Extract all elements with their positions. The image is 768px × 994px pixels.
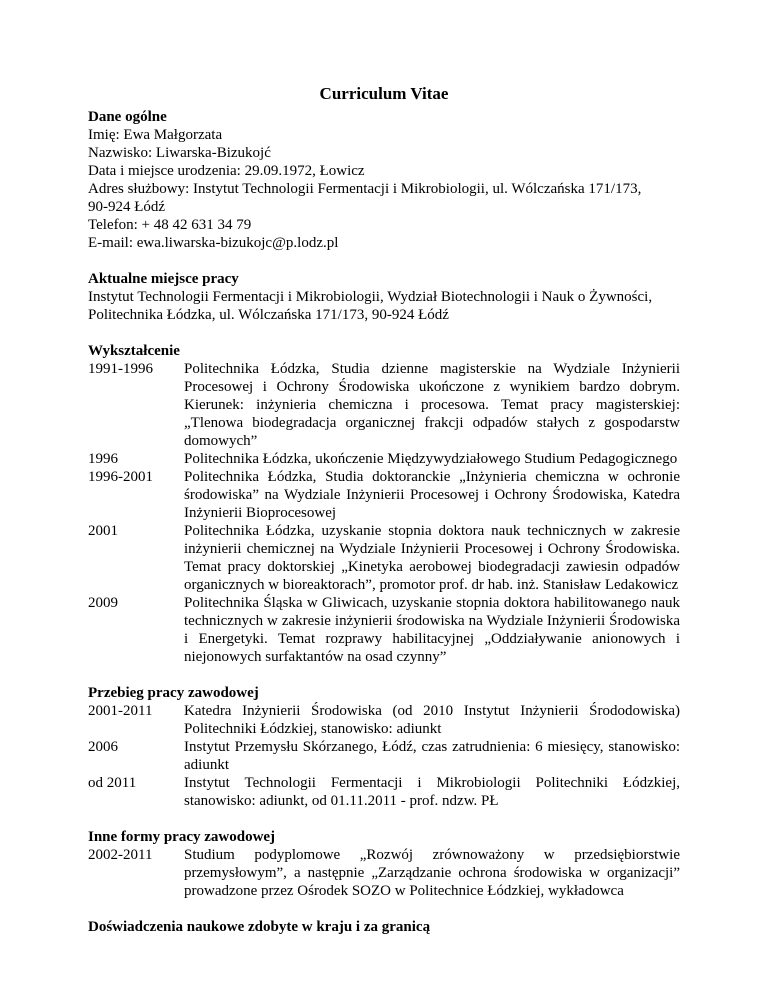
entry-text: Instytut Technologii Fermentacji i Mikrobiologii Politechniki Łódzkiej, stanowisko: adiunkt, od 01.11.2011 - prof. ndzw. PŁ — [184, 775, 680, 809]
address-city-line: 90-924 Łódź — [88, 199, 166, 215]
general-heading: Dane ogólne — [88, 109, 167, 125]
entry-year: 2001-2011 — [88, 703, 153, 719]
entry-text: Politechnika Śląska w Gliwicach, uzyskanie stopnia doktora habilitowanego nauk technicznych w zakresie inżynierii środowiska na Wydziale Inżynierii Środowiska i Energetyki. Temat rozprawy habilitacyjnej „Oddziaływanie anionowych i niejonowych surfaktantów na osad czynny” — [184, 595, 680, 665]
last-name-line: Nazwisko: Liwarska-Bizukojć — [88, 145, 271, 161]
address-line: Adres służbowy: Instytut Technologii Fermentacji i Mikrobiologii, ul. Wólczańska 171/173, — [88, 181, 642, 197]
page-title: Curriculum Vitae — [319, 84, 449, 103]
workplace-heading: Aktualne miejsce pracy — [88, 271, 239, 287]
education-entry — [88, 450, 680, 468]
workplace-line: Politechnika Łódzka, ul. Wólczańska 171/173, 90-924 Łódź — [88, 307, 449, 323]
phone-line: Telefon: + 48 42 631 34 79 — [88, 217, 252, 233]
entry-text: Studium podyplomowe „Rozwój zrównoważony w przedsiębiorstwie przemysłowym”, a następnie „Zarządzanie ochrona środowiska w organizacji” prowadzone przez Ośrodek SOZO w Politechnice Łódzkiej, wykładowca — [184, 847, 680, 899]
career-heading: Przebieg pracy zawodowej — [88, 685, 259, 701]
career-section — [88, 684, 680, 810]
entry-text: Politechnika Łódzka, Studia dzienne magisterskie na Wydziale Inżynierii Procesowej i Ochrony Środowiska ukończone z wynikiem bardzo dobrym. Kierunek: inżynieria chemiczna i procesowa. Temat pracy magisterskiej: „Tlenowa biodegradacja organicznej frakcji odpadów stałych z gospodarstw domowych” — [184, 361, 680, 449]
education-section — [88, 342, 680, 666]
experience-section — [88, 918, 680, 936]
entry-year: 2006 — [88, 739, 118, 755]
entry-year: 1996 — [88, 451, 118, 467]
career-entry — [88, 774, 680, 810]
entry-text: Politechnika Łódzka, Studia doktoranckie „Inżynieria chemiczna w ochronie środowiska” na Wydziale Inżynierii Procesowej i Ochrony Środowiska, Katedra Inżynierii Bioprocesowej — [184, 469, 680, 521]
birth-line: Data i miejsce urodzenia: 29.09.1972, Łowicz — [88, 163, 365, 179]
entry-year: 2002-2011 — [88, 847, 153, 863]
workplace-line: Instytut Technologii Fermentacji i Mikrobiologii, Wydział Biotechnologii i Nauk o Żywności, — [88, 289, 653, 305]
workplace-section — [88, 270, 680, 324]
other-work-entry — [88, 846, 680, 900]
education-entry — [88, 360, 680, 450]
experience-heading: Doświadczenia naukowe zdobyte w kraju i za granicą — [88, 919, 431, 935]
education-heading: Wykształcenie — [88, 343, 180, 359]
entry-year: od 2011 — [88, 775, 137, 791]
entry-year: 1996-2001 — [88, 469, 153, 485]
education-entry — [88, 468, 680, 522]
entry-year: 2001 — [88, 523, 118, 539]
education-entry — [88, 522, 680, 594]
entry-text: Instytut Przemysłu Skórzanego, Łódź, czas zatrudnienia: 6 miesięcy, stanowisko: adiunkt — [184, 739, 680, 773]
email-line: E-mail: ewa.liwarska-bizukojc@p.lodz.pl — [88, 235, 339, 251]
cv-page — [88, 84, 680, 954]
entry-text: Katedra Inżynierii Środowiska (od 2010 Instytut Inżynierii Środodowiska) Politechniki Łódzkiej, stanowisko: adiunkt — [184, 703, 680, 737]
general-section — [88, 108, 680, 252]
first-name-line: Imię: Ewa Małgorzata — [88, 127, 223, 143]
entry-text: Politechnika Łódzka, ukończenie Międzywydziałowego Studium Pedagogicznego — [184, 451, 678, 467]
other-work-section — [88, 828, 680, 900]
entry-year: 2009 — [88, 595, 118, 611]
career-entry — [88, 738, 680, 774]
entry-text: Politechnika Łódzka, uzyskanie stopnia doktora nauk technicznych w zakresie inżynierii chemicznej na Wydziale Inżynierii Procesowej i Ochrony Środowiska. Temat pracy doktorskiej „Kinetyka aerobowej biodegradacji zawiesin odpadów organicznych w bioreaktorach”, promotor prof. dr hab. inż. Stanisław Ledakowicz — [184, 523, 680, 593]
other-work-heading: Inne formy pracy zawodowej — [88, 829, 276, 845]
career-entry — [88, 702, 680, 738]
entry-year: 1991-1996 — [88, 361, 153, 377]
education-entry — [88, 594, 680, 666]
